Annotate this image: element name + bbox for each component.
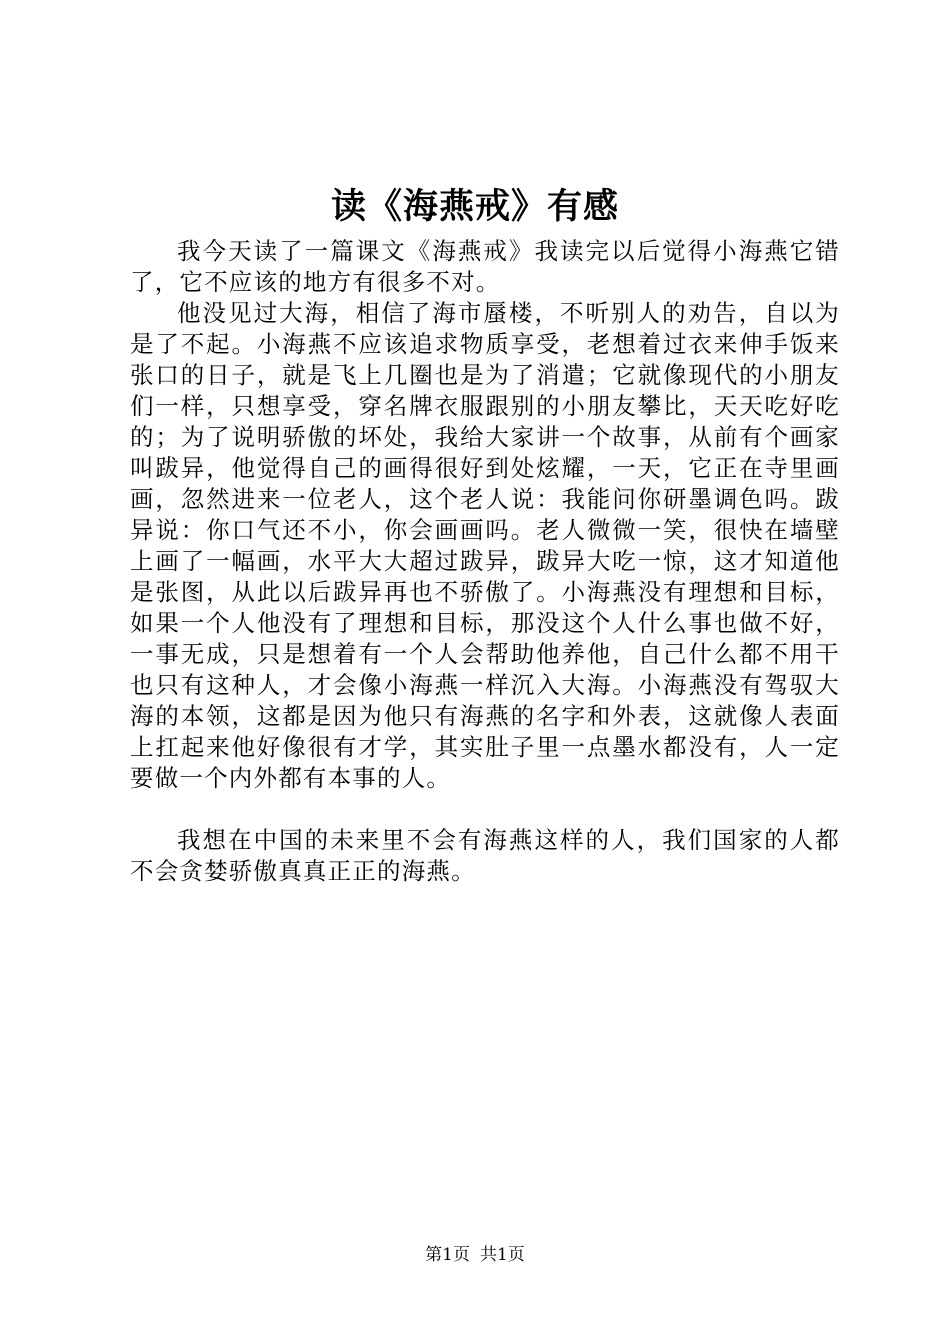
page-total: 共1页 [480, 1245, 525, 1265]
paragraph-3: 我想在中国的未来里不会有海燕这样的人，我们国家的人都不会贪婪骄傲真真正正的海燕。 [130, 826, 840, 885]
page-footer [0, 1243, 950, 1267]
paragraph-1: 我今天读了一篇课文《海燕戒》我读完以后觉得小海燕它错了，它不应该的地方有很多不对。 [130, 237, 840, 296]
document-title: 读《海燕戒》有感 [330, 186, 619, 227]
document-body [130, 236, 840, 887]
page-number: 第1页 [425, 1245, 470, 1265]
paragraph-2: 他没见过大海，相信了海市蜃楼，不听别人的劝告，自以为是了不起。小海燕不应该追求物质享受，老想着过衣来伸手饭来张口的日子，就是飞上几圈也是为了消遣；它就像现代的小朋友们一样，只想享受，穿名牌衣服跟别的小朋友攀比，天天吃好吃的；为了说明骄傲的坏处，我给大家讲一个故事，从前有个画家叫跋异，他觉得自己的画得很好到处炫耀，一天，它正在寺里画画，忽然进来一位老人，这个老人说：我能问你研墨调色吗。跋异说：你口气还不小，你会画画吗。老人微微一笑，很快在墙壁上画了一幅画，水平大大超过跋异，跋异大吃一惊，这才知道他是张图，从此以后跋异再也不骄傲了。小海燕没有理想和目标，如果一个人他没有了理想和目标，那没这个人什么事也做不好，一事无成，只是想着有一个人会帮助他养他，自己什么都不用干也只有这种人，才会像小海燕一样沉入大海。小海燕没有驾驭大海的本领，这都是因为他只有海燕的名字和外表，这就像人表面上扛起来他好像很有才学，其实肚子里一点墨水都没有，人一定要做一个内外都有本事的人。 [130, 299, 840, 792]
paragraph-spacer [130, 794, 840, 825]
